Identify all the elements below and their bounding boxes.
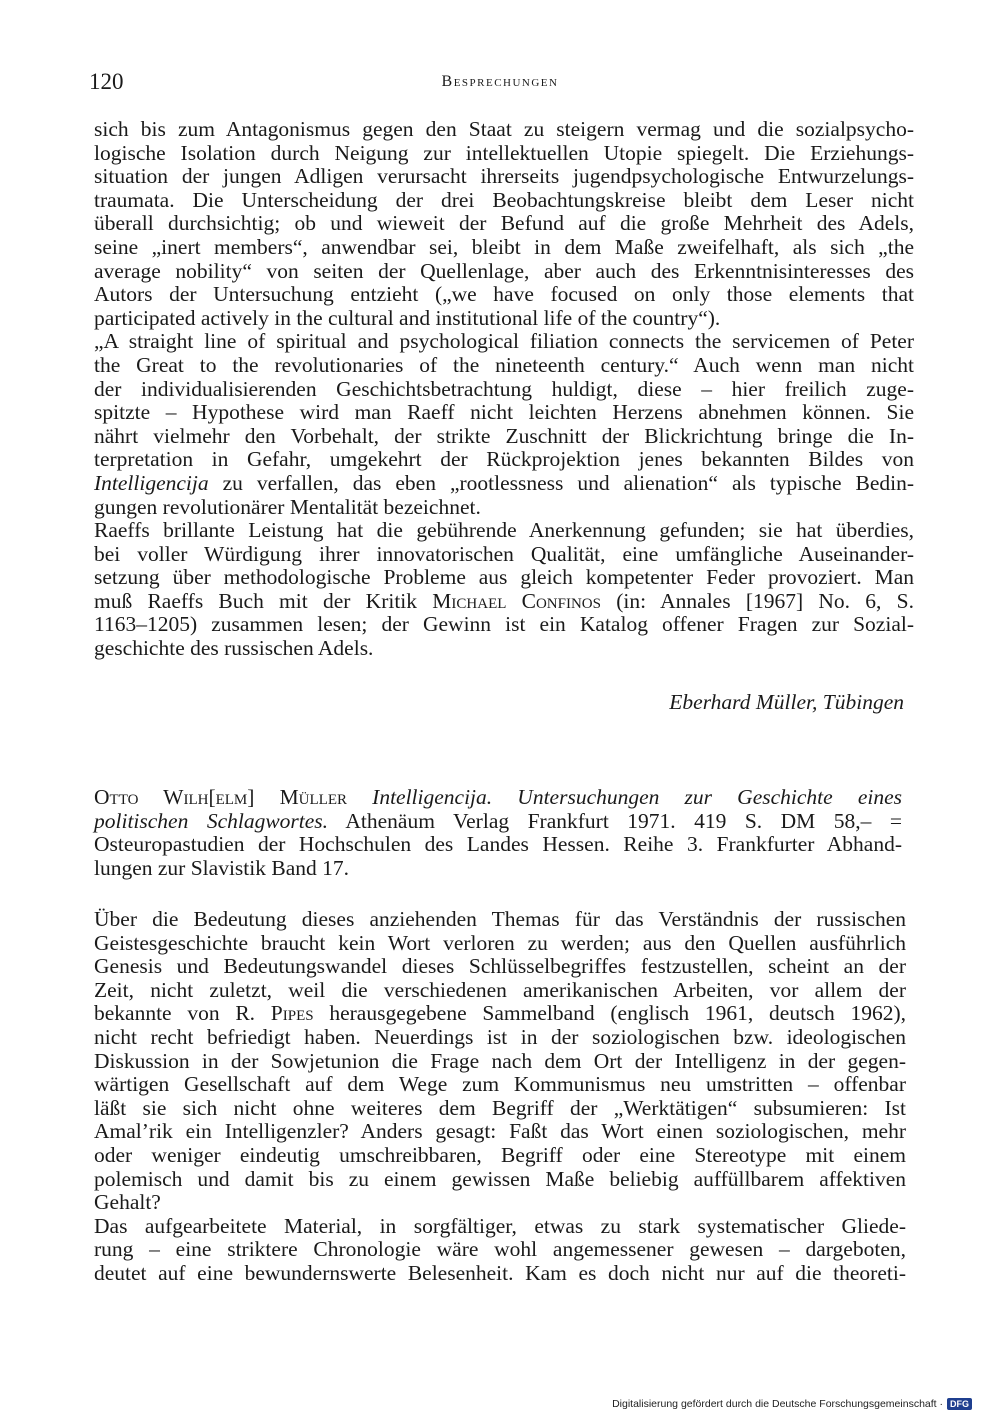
text-line: traumata. Die Unterscheidung der drei Beobachtungskreise bleibt dem Leser nicht (94, 187, 914, 212)
cited-author: Michael Confinos (432, 588, 601, 613)
footer-text: Digitalisierung gefördert durch die Deutsche Forschungsgemeinschaft · (612, 1398, 943, 1410)
text-line: polemisch und damit bis zu einem gewissen Maße beliebig auffüllbarem affektiven (94, 1166, 906, 1191)
text-line: the Great to the revolutionaries of the nineteenth century.“ Auch wenn man nicht (94, 352, 914, 377)
text-line: logische Isolation durch Neigung zur intellektuellen Utopie spiegelt. Die Erziehungs- (94, 140, 914, 165)
text-line: Zeit, nicht zuletzt, weil die verschiedenen amerikanischen Arbeiten, vor allem der (94, 977, 906, 1002)
text-line: nährt vielmehr den Vorbehalt, der strikte Zuschnitt der Blickrichtung bringe die In- (94, 423, 914, 448)
citation-line: Osteuropastudien der Hochschulen des Landes Hessen. Reihe 3. Frankfurter Abhand- (94, 832, 902, 857)
citation-line (94, 810, 902, 834)
text-fragment: bekannte von R. (94, 1001, 271, 1026)
text-line: Geistesgeschichte braucht kein Wort verloren zu werden; aus den Quellen ausführlich (94, 930, 906, 955)
text-line: seine „inert members“, anwendbar sei, bleibt in dem Maße zweifelhaft, als sich „the (94, 234, 914, 259)
text-line: terpretation in Gefahr, umgekehrt der Rückprojektion jenes bekannten Bildes von (94, 447, 914, 472)
text-line: Raeffs brillante Leistung hat die gebührende Anerkennung gefunden; sie hat überdies, (94, 518, 914, 543)
cited-author: Pipes (270, 1001, 314, 1026)
text-fragment: zu verfallen, das eben „rootlessness und alienation“ als typische Bedin- (208, 470, 914, 495)
text-line: deutet auf eine bewundernswerte Belesenheit. Kam es doch nicht nur auf die theoreti- (94, 1260, 906, 1285)
text-line: Autors der Untersuchung entzieht („we have focused on only those elements that (94, 282, 914, 307)
citation-line: lungen zur Slavistik Band 17. (94, 855, 349, 880)
text-line: läßt sie sich nicht ohne weiteres dem Begriff der „Werktätigen“ subsumieren: Ist (94, 1095, 906, 1120)
text-line (94, 590, 914, 614)
book-author: Otto Wilh[elm] Müller (94, 785, 348, 809)
citation-line (94, 786, 902, 810)
text-line: Über die Bedeutung dieses anziehenden Themas für das Verständnis der russischen (94, 907, 906, 931)
text-line (94, 472, 914, 496)
text-line: 1163–1205) zusammen lesen; der Gewinn ist ein Katalog offener Fragen zur Sozial- (94, 612, 914, 637)
text-line: average nobility“ von seiten der Quellenlage, aber auch des Erkenntnisinteresses des (94, 258, 914, 283)
digitization-footer (612, 1398, 972, 1410)
italic-term: Intelligencija (94, 470, 209, 495)
text-fragment: Athenäum Verlag Frankfurt 1971. 419 S. DM 58,– = (328, 808, 903, 833)
text-line: sich bis zum Antagonismus gegen den Staat zu steigern vermag und die sozialpsycho- (94, 117, 914, 141)
book-title: Intelligencija. Untersuchungen zur Geschichte eines (372, 785, 902, 809)
dfg-logo: DFG (947, 1398, 972, 1410)
text-line: setzung über methodologische Probleme aus gleich kompetenter Feder provoziert. Man (94, 565, 914, 590)
text-line: gungen revolutionärer Mentalität bezeichnet. (94, 494, 481, 519)
review-body-2 (94, 908, 906, 1286)
text-line: situation der jungen Adligen verursacht ihrerseits jugendpsychologische Entwurzelungs- (94, 164, 914, 189)
text-line: participated actively in the cultural and institutional life of the country“). (94, 305, 721, 330)
book-title: politischen Schlagwortes. (94, 808, 329, 833)
text-line: Genesis und Bedeutungswandel dieses Schlüsselbegriffes festzustellen, scheint an der (94, 954, 906, 979)
reviewer-signature: Eberhard Müller, Tübingen (669, 690, 904, 714)
text-line: Das aufgearbeitete Material, in sorgfältiger, etwas zu stark systematischer Gliede- (94, 1213, 906, 1238)
text-line: oder weniger eindeutig umschreibbaren, Begriff oder eine Stereotype mit einem (94, 1142, 906, 1167)
text-fragment: (in: Annales [1967] No. 6, S. (600, 588, 914, 613)
text-fragment: muß Raeffs Buch mit der Kritik (94, 588, 433, 613)
review-body-1 (94, 118, 914, 661)
text-fragment: herausgegebene Sammelband (englisch 1961, deutsch 1962), (313, 1001, 906, 1026)
text-line: nicht recht befriedigt haben. Neuerdings ist in der soziologischen bzw. ideologischen (94, 1024, 906, 1049)
text-line: überall durchsichtig; ob und wieweit der Befund auf die große Mehrheit des Adels, (94, 211, 914, 236)
text-line: der individualisierenden Geschichtsbetrachtung huldigt, diese – hier freilich zuge- (94, 376, 914, 401)
text-line: Gehalt? (94, 1190, 161, 1215)
text-line: geschichte des russischen Adels. (94, 636, 374, 661)
text-line: spitzte – Hypothese wird man Raeff nicht leichten Herzens abnehmen können. Sie (94, 400, 914, 425)
page-number: 120 (89, 69, 124, 94)
text-line: rung – eine striktere Chronologie wäre wohl angemessener gewesen – dargeboten, (94, 1237, 906, 1262)
text-line: „A straight line of spiritual and psychological filiation connects the servicemen of Peter (94, 329, 914, 354)
text-line: Amal’rik ein Intelligenzler? Anders gesagt: Faßt das Wort einen soziologischen, mehr (94, 1119, 906, 1144)
running-head: Besprechungen (441, 73, 559, 90)
book-citation (94, 786, 902, 880)
text-line: wärtigen Gesellschaft auf dem Wege zum Kommunismus neu umstritten – offenbar (94, 1072, 906, 1097)
text-line: Diskussion in der Sowjetunion die Frage nach dem Ort der Intelligenz in der gegen- (94, 1048, 906, 1073)
text-line (94, 1002, 906, 1026)
text-line: bei voller Würdigung ihrer innovatorischen Qualität, eine umfängliche Auseinander- (94, 541, 914, 566)
